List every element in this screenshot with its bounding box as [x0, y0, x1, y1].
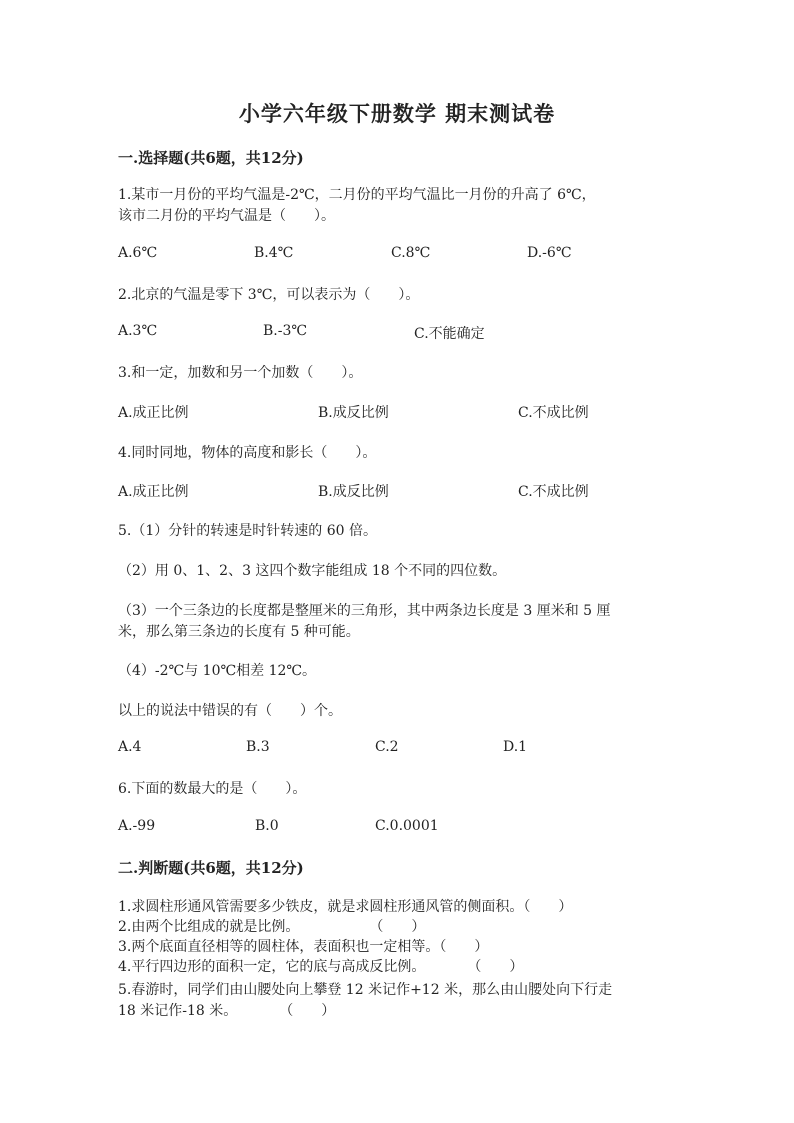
section-heading-true-false: 二.判断题(共6题，共12分) [118, 859, 304, 877]
question-1-line-1: 1.某市一月份的平均气温是-2℃，二月份的平均气温比一月份的升高了 6℃， [118, 187, 596, 203]
option-b: B.0 [255, 818, 279, 834]
question-5-statement-2: （2）用 0、1、2、3 这四个数字能组成 18 个不同的四位数。 [118, 563, 507, 579]
option-b: B.成反比例 [318, 484, 389, 500]
option-c: C.2 [375, 739, 399, 755]
question-5-options [118, 739, 678, 761]
option-d: D.-6℃ [527, 245, 572, 261]
option-b: B.3 [246, 739, 270, 755]
option-b: B.-3℃ [263, 323, 308, 339]
true-false-item-3: 3.两个底面直径相等的圆柱体，表面积也一定相等。（ ） [118, 939, 489, 955]
question-2-text: 2.北京的气温是零下 3℃，可以表示为（ ）。 [118, 287, 420, 303]
option-b: B.成反比例 [318, 405, 389, 421]
option-c: C.8℃ [391, 245, 431, 261]
question-5-statement-3-line-1: （3）一个三条边的长度都是整厘米的三角形，其中两条边长度是 3 厘米和 5 厘 [118, 603, 611, 619]
question-4-text: 4.同时同地，物体的高度和影长（ ）。 [118, 445, 377, 461]
question-1-options [118, 245, 678, 267]
section-heading-choice: 一.选择题(共6题，共12分) [118, 149, 304, 167]
question-4-options [118, 481, 678, 503]
option-a: A.成正比例 [118, 405, 189, 421]
true-false-item-2: 2.由两个比组成的就是比例。 （ ） [118, 919, 426, 935]
question-5-statement-3-line-2: 米，那么第三条边的长度有 5 种可能。 [118, 624, 360, 640]
page-title: 小学六年级下册数学 期末测试卷 [238, 101, 556, 126]
option-c: C.不能确定 [414, 326, 485, 342]
question-5-statement-4: （4）-2℃与 10℃相差 12℃。 [118, 663, 317, 679]
true-false-item-1: 1.求圆柱形通风管需要多少铁皮，就是求圆柱形通风管的侧面积。（ ） [118, 899, 573, 915]
option-a: A.成正比例 [118, 484, 189, 500]
question-1-line-2: 该市二月份的平均气温是（ ）。 [118, 208, 335, 224]
question-3-text: 3.和一定，加数和另一个加数（ ）。 [118, 365, 363, 381]
option-b: B.4℃ [254, 245, 294, 261]
option-c: C.0.0001 [375, 818, 439, 834]
question-6-options [118, 818, 678, 840]
option-a: A.4 [118, 739, 142, 755]
true-false-item-4: 4.平行四边形的面积一定，它的底与高成反比例。 （ ） [118, 959, 524, 975]
option-c: C.不成比例 [518, 405, 589, 421]
question-5-statement-1: 5.（1）分针的转速是时针转速的 60 倍。 [118, 523, 377, 539]
option-d: D.1 [503, 739, 528, 755]
option-a: A.3℃ [118, 323, 158, 339]
question-3-options [118, 402, 678, 424]
option-a: A.-99 [118, 818, 156, 834]
true-false-item-5-line-1: 5.春游时，同学们由山腰处向上攀登 12 米记作+12 米，那么由山腰处向下行走 [118, 982, 613, 998]
option-c: C.不成比例 [518, 484, 589, 500]
question-6-text: 6.下面的数最大的是（ ）。 [118, 781, 307, 797]
question-2-options [118, 323, 678, 345]
true-false-item-5-line-2: 18 米记作-18 米。 （ ） [118, 1003, 336, 1019]
question-5-prompt: 以上的说法中错误的有（ ）个。 [118, 703, 342, 719]
option-a: A.6℃ [118, 245, 158, 261]
